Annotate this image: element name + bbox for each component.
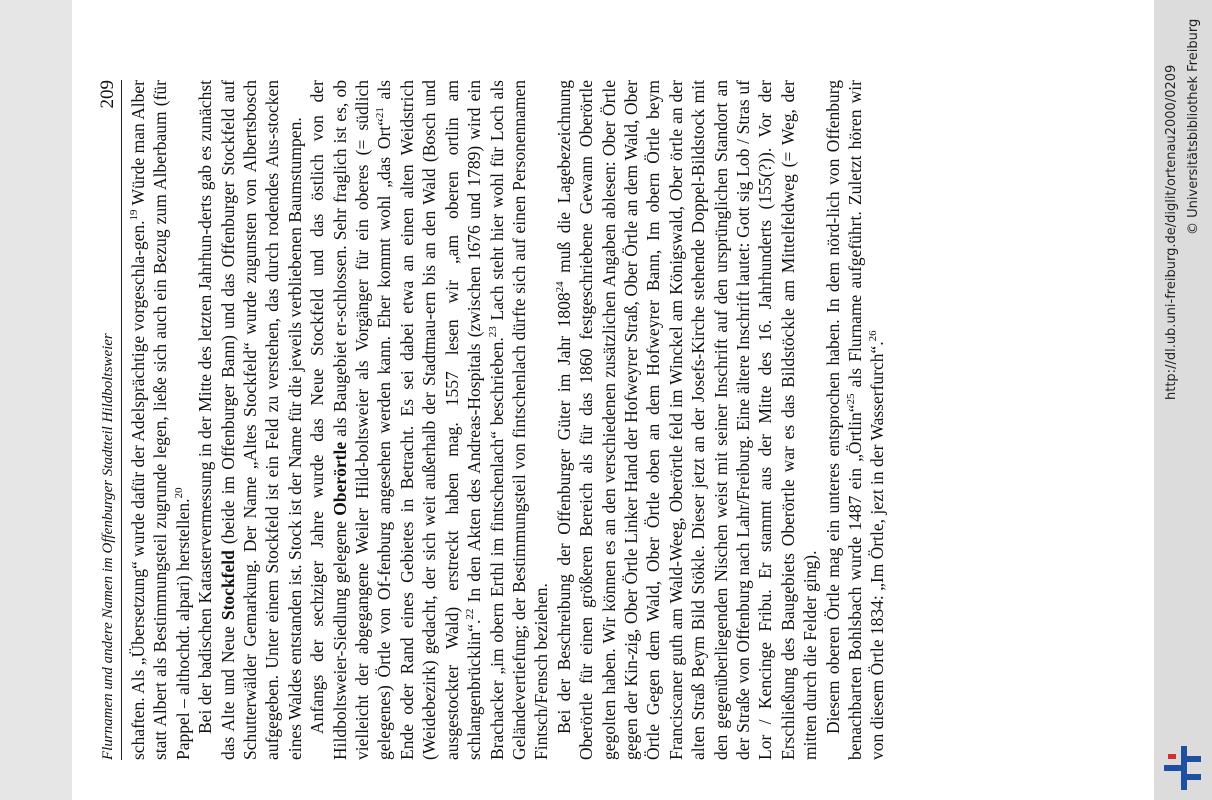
paragraph: Bei der badischen Katastervermessung in der Mitte des letzten Jahrhun-derts gab es zunächst das Alte und Neue Stockfeld (beide im Offenburger Bann) und das Offenburger Stockfeld auf Schutterwälder Gemarkung. Der Name „Altes Stockfeld“ wurde zugunsten von Albertsbosch aufgegeben. Unter einem Stockfeld ist ein Feld zu verstehen, das durch rodendes Aus-stocken eines Waldes entstanden ist. Stock ist der Name für die jeweils verbliebenen Baumstumpen.	[195, 80, 305, 760]
body-text	[127, 80, 1147, 760]
sidebar-rotated	[1154, 0, 1212, 800]
page-number: 209	[97, 80, 118, 109]
paragraph: schaften. Als „Übersetzung“ wurde dafür der Adelsprächtige vorgeschla-gen.$^{19}$ Würde man Alber statt Albert als Bestimmungsteil zugrunde legen, ließe sich auch ein Bezug zum Alberbaum (für Pappel – althochdt. alpari) herstellen.$^{20}$	[128, 80, 193, 760]
paragraph: Diesem oberen Örtle mag ein unteres entsprochen haben. In dem nörd-lich von Offenburg benachbarten Bohlsbach wurde 1487 ein „Örtlin“$^{25}$ als Flurname aufgeführt. Zuletzt hören wir von diesem Örtle 1834: „Im Örtle, jezt in der Wasserfurch“.$^{26}$	[822, 80, 888, 760]
copyright-notice: © Universitätsbibliothek Freiburg	[1186, 18, 1201, 235]
ub-freiburg-logo-icon	[1164, 746, 1204, 790]
paragraph: Anfangs der sechziger Jahre wurde das Neue Stockfeld und das östlich von der Hildboltsweier-Siedlung gelegene Oberörtle als Baugebiet er-schlossen. Sehr fraglich ist es, ob vielleicht der abgegangene Weiler Hild-boltsweier als Vorgänger für ein oberes (= südlich gelegenes) Örtle von Of-fenburg angesehen werden kann. Eher kommt wohl „das Ort“$^{21}$ als Ende oder Rand eines Gebietes in Betracht. Es sei dabei etwa an einen alten Weidstrich (Weidebezirk) gedacht, der sich weit außerhalb der Stadtmau-ern bis an den Wald (Bosch und ausgestockter Wald) erstreckt haben mag. 1557 lesen wir „am oberen ortlin am schlangenbrücklin“.$^{22}$ In den Akten des Andreas-Hospitals (zwischen 1676 und 1789) wird ein Brachacker „im obern Erthl im fintschenlach“ beschrieben.$^{23}$ Lach steht hier wohl für Loch als Geländevertiefung; der Bestimmungsteil von fintschenlach dürfte sich auf einen Personennamen Fintsch/Fensch beziehen.	[307, 80, 552, 760]
running-head-title: Flurnamen und andere Namen im Offenburger Stadtteil Hildboltsweier	[100, 333, 116, 760]
paragraph: Bei der Beschreibung der Offenburger Güter im Jahr 1808$^{24}$ muß die Lagebezeichnung Oberörtle für einen größeren Bereich als für das 1860 festgeschriebene Gewann Oberörtle gegolten haben. Wir können es an den verschiedenen zusätzlichen Angaben ablesen: Ober Örtle gegen der Kin-zig, Ober Örtle Linker Hand der Hofweyrer Straß, Ober Örtle an dem Wald, Ober Örtle Gegen dem Wald, Ober Örtle oben an dem Hofweyrer Bann, Im obern Örtle beym Franciscaner guth am Wald-Weeg, Oberörtle feld im Winckel am Königswald, Ober örtle an der alten Straß Beym Bild Stökle. Dieser jetzt an der Josefs-Kirche stehende Doppel-Bildstock mit den gegenüberliegenden Nischen weist mit seiner Inschrift auf den ursprünglichen Standort an der Straße von Offenburg nach Lahr/Freiburg. Eine ältere Inschrift lautet: Gott sig Lob / Stras uf Lor / Kencinge Fribu. Er stammt aus der Mitte des 16. Jahrhunderts (155(?)). Vor der Erschließung des Baugebiets Oberörtle war es das Bildstöckle am Mittelfeldweg (= Weg, der mitten durch die Felder ging).	[553, 80, 821, 760]
source-url[interactable]: http://dl.ub.uni-freiburg.de/diglit/ortenau2000/0209	[1164, 64, 1179, 400]
rotated-page-content	[72, 0, 1154, 800]
viewer-sidebar	[1154, 0, 1212, 800]
running-head	[82, 80, 122, 760]
scanned-page	[72, 0, 1154, 800]
